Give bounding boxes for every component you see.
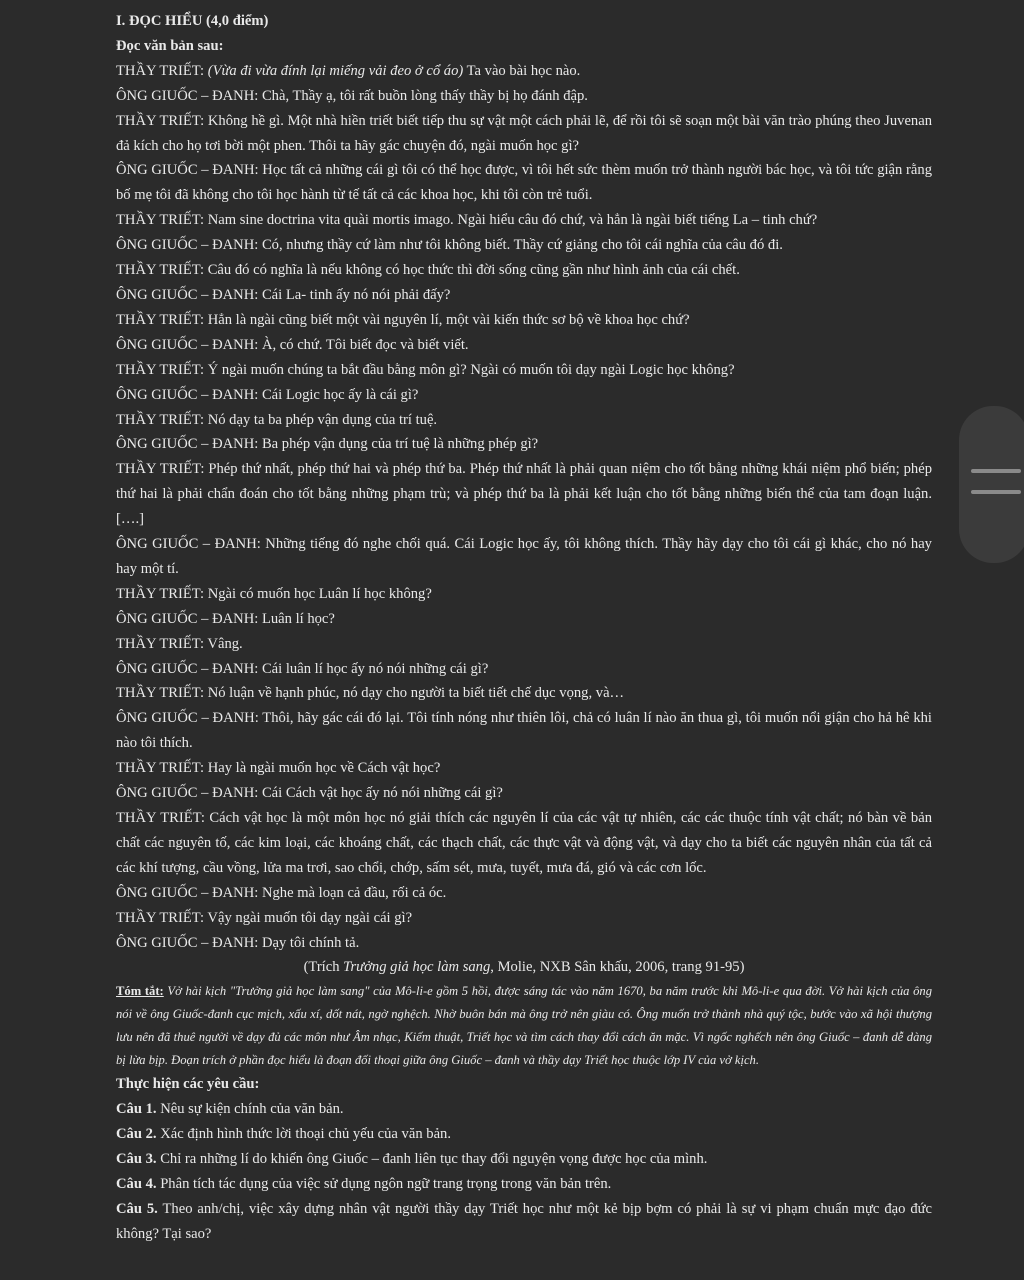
speaker-name: ÔNG GIUỐC – ĐANH: [116,536,261,553]
dialogue-text: Vâng. [204,635,243,652]
dialogue-line [116,906,932,931]
dialogue-text: Vậy ngài muốn tôi dạy ngài cái gì? [204,909,413,926]
dialogue-line [116,158,932,208]
dialogue-text: Học tất cả những cái gì tôi có thể học được, vì tôi hết sức thèm muốn trở thành người bác học, và tôi tức giận rằng bố mẹ tôi đã không cho tôi học hành từ tế tất cả các khoa học, khi tôi còn trẻ tuổi. [116,162,932,204]
summary-paragraph [116,980,932,1072]
dialogue-text: Cái La- tinh ấy nó nói phải đấy? [258,286,451,303]
speaker-name: THẦY TRIẾT: [116,62,205,79]
question-item [116,1097,932,1122]
document-page [116,9,932,1247]
dialogue-text: Cách vật học là một môn học nó giải thích các nguyên lí của các vật tự nhiên, các các thuộc tính vật chất; nó bàn về bản chất các nguyên tố, các kim loại, các khoáng chất, các thạch chất, các thực vật và động vật, và dạy cho ta biết các nguyên nhân của tất cả các khí tượng, cầu vồng, lửa ma trơi, sao chổi, chớp, sấm sét, mưa, tuyết, mưa đá, gió và các cơn lốc. [116,810,932,876]
dialogue-line [116,333,932,358]
dialogue-text: Dạy tôi chính tả. [258,934,360,951]
dialogue-line [116,931,932,956]
question-item [116,1122,932,1147]
dialogue-line [116,881,932,906]
speaker-name: ÔNG GIUỐC – ĐANH: [116,884,259,901]
stage-direction: (Vừa đi vừa đính lại miếng vải đeo ở cổ áo) [207,62,464,79]
speaker-name: THẦY TRIẾT: [116,262,205,279]
dialogue-text: Phép thứ nhất, phép thứ hai và phép thứ ba. Phép thứ nhất là phải quan niệm cho tốt bằng những khái niệm phổ biến; phép thứ hai là phải chẩn đoán cho tốt bằng những phạm trù; và phép thứ ba là phải kết luận cho tốt bằng những biến thể của tam đoạn luận. [….] [116,461,932,528]
grip-line-icon [971,469,1021,473]
dialogue-text: Chà, Thầy ạ, tôi rất buồn lòng thấy thầy bị họ đánh đập. [258,87,588,104]
speaker-name: ÔNG GIUỐC – ĐANH: [116,286,259,303]
summary-label: Tóm tắt: [116,984,164,999]
speaker-name: THẦY TRIẾT: [116,361,205,378]
speaker-name: THẦY TRIẾT: [116,212,205,229]
dialogue-line [116,233,932,258]
speaker-name: THẦY TRIẾT: [116,585,205,602]
speaker-name: ÔNG GIUỐC – ĐANH: [116,87,259,104]
dialogue-line [116,84,932,109]
speaker-name: ÔNG GIUỐC – ĐANH: [116,710,259,727]
scroll-handle[interactable] [959,406,1024,563]
grip-line-icon [971,490,1021,494]
dialogue-line [116,308,932,333]
question-text: Xác định hình thức lời thoại chủ yếu của văn bản. [156,1126,451,1143]
dialogue-text: Hẳn là ngài cũng biết một vài nguyên lí, một vài kiến thức sơ bộ về khoa học chứ? [204,311,690,328]
speaker-name: THẦY TRIẾT: [116,311,205,328]
dialogue-line [116,358,932,383]
source-suffix: , Molie, NXB Sân khấu, 2006, trang 91-95) [490,959,745,976]
dialogue-line [116,383,932,408]
dialogue-line [116,59,932,84]
speaker-name: THẦY TRIẾT: [116,810,205,826]
dialogue-line [116,208,932,233]
dialogue-text: Có, nhưng thầy cứ làm như tôi không biết. Thầy cứ giảng cho tôi cái nghĩa của câu đó đi. [258,237,783,254]
dialogue-text: Ta vào bài học nào. [463,62,581,79]
dialogue-line [116,632,932,657]
dialogue-line [116,781,932,806]
speaker-name: ÔNG GIUỐC – ĐANH: [116,610,259,627]
dialogue-line [116,532,932,582]
dialogue-line [116,806,932,881]
dialogue-excerpt [116,59,932,956]
dialogue-text: Thôi, hãy gác cái đó lại. Tôi tính nóng như thiên lôi, chả có luân lí nào ăn thua gì, tôi muốn nổi giận cho hả hê khi nào tôi thích. [116,710,932,752]
dialogue-text: Cái Logic học ấy là cái gì? [258,386,419,403]
speaker-name: THẦY TRIẾT: [116,909,205,926]
dialogue-line [116,607,932,632]
speaker-name: THẦY TRIẾT: [116,411,205,428]
question-item [116,1172,932,1197]
dialogue-line [116,432,932,457]
speaker-name: ÔNG GIUỐC – ĐANH: [116,660,259,677]
question-label: Câu 2. [116,1126,157,1143]
dialogue-text: À, có chứ. Tôi biết đọc và biết viết. [258,336,469,353]
speaker-name: ÔNG GIUỐC – ĐANH: [116,162,259,179]
question-list [116,1097,932,1246]
speaker-name: ÔNG GIUỐC – ĐANH: [116,436,259,453]
question-item [116,1147,932,1172]
question-label: Câu 5. [116,1200,158,1217]
dialogue-text: Hay là ngài muốn học về Cách vật học? [204,760,441,777]
dialogue-line [116,706,932,756]
speaker-name: ÔNG GIUỐC – ĐANH: [116,785,259,802]
question-text: Phân tích tác dụng của việc sử dụng ngôn ngữ trang trọng trong văn bản trên. [156,1175,612,1192]
dialogue-text: Cái Cách vật học ấy nó nói những cái gì? [258,785,503,802]
speaker-name: THẦY TRIẾT: [116,760,205,777]
dialogue-text: Cái luân lí học ấy nó nói những cái gì? [258,660,489,677]
dialogue-text: Câu đó có nghĩa là nếu không có học thức thì đời sống cũng gần như hình ảnh của cái chết. [204,262,740,279]
reading-instruction: Đọc văn bản sau: [116,37,224,54]
question-label: Câu 1. [116,1101,157,1118]
speaker-name: ÔNG GIUỐC – ĐANH: [116,237,259,254]
question-item [116,1197,932,1247]
dialogue-line [116,408,932,433]
source-prefix: (Trích [303,959,344,976]
question-text: Chỉ ra những lí do khiến ông Giuốc – đanh liên tục thay đổi nguyện vọng được học của mình. [156,1151,708,1168]
dialogue-line [116,109,932,159]
speaker-name: THẦY TRIẾT: [116,112,205,129]
summary-text: Vở hài kịch "Trưởng giả học làm sang" của Mô-li-e gồm 5 hồi, được sáng tác vào năm 1670, ba năm trước khi Mô-li-e qua đời. Vở hài kịch của ông nói về ông Giuốc-đanh cục mịch, xấu xí, dốt nát, ngờ nghệch. Nhờ buôn bán mà ông trở nên giàu có. Ông muốn trở thành nhà quý tộc, bước vào xã hội thượng lưu nên đã thuê người về dạy đủ các môn như Âm nhạc, Kiếm thuật, Triết học và tìm cách thay đổi cách ăn mặc. Vì ngốc nghếch nên ông Giuốc – đanh dễ dàng bị lừa bịp. Đoạn trích ở phần đọc hiểu là đoạn đối thoại giữa ông Giuốc – đanh và thầy dạy Triết học thuộc lớp IV của vở kịch. [116,984,932,1068]
section-heading: I. ĐỌC HIỂU (4,0 điểm) [116,13,269,29]
question-text: Nêu sự kiện chính của văn bản. [156,1101,344,1118]
question-label: Câu 4. [116,1175,157,1192]
dialogue-text: Nam sine doctrina vita quài mortis imago. Ngài hiểu câu đó chứ, và hẳn là ngài biết tiếng La – tinh chứ? [204,212,818,229]
question-text: Theo anh/chị, việc xây dựng nhân vật người thầy dạy Triết học như một kẻ bịp bợm có phải là sự vi phạm chuẩn mực đạo đức không? Tại sao? [116,1200,933,1242]
tasks-heading: Thực hiện các yêu cầu: [116,1076,260,1093]
dialogue-text: Không hề gì. Một nhà hiền triết biết tiếp thu sự vật một cách phải lẽ, để rồi tôi sẽ soạn một bài văn trào phúng theo Juvenan đả kích cho họ tơi bời một phen. Thôi ta hãy gác chuyện đó, ngài muốn học gì? [116,112,932,154]
speaker-name: ÔNG GIUỐC – ĐANH: [116,336,259,353]
dialogue-line [116,283,932,308]
speaker-name: THẦY TRIẾT: [116,685,205,702]
dialogue-text: Nó luận về hạnh phúc, nó dạy cho người ta biết tiết chế dục vọng, và… [204,685,625,702]
dialogue-text: Ba phép vận dụng của trí tuệ là những phép gì? [258,436,539,453]
speaker-name: THẦY TRIẾT: [116,635,205,652]
dialogue-line [116,681,932,706]
speaker-name: ÔNG GIUỐC – ĐANH: [116,386,259,403]
speaker-name: ÔNG GIUỐC – ĐANH: [116,934,259,951]
dialogue-text: Ý ngài muốn chúng ta bắt đầu bằng môn gì? Ngài có muốn tôi dạy ngài Logic học không? [204,361,735,378]
source-title: Trưởng giả học làm sang [343,959,491,976]
dialogue-text: Những tiếng đó nghe chối quá. Cái Logic học ấy, tôi không thích. Thầy hãy dạy cho tôi cái gì khác, cho nó hay hay một tí. [116,536,932,577]
dialogue-text: Ngài có muốn học Luân lí học không? [204,585,432,602]
dialogue-text: Nó dạy ta ba phép vận dụng của trí tuệ. [204,411,438,428]
dialogue-line [116,457,932,532]
dialogue-line [116,657,932,682]
dialogue-line [116,582,932,607]
speaker-name: THẦY TRIẾT: [116,461,205,478]
dialogue-line [116,258,932,283]
dialogue-text: Luân lí học? [258,610,335,627]
dialogue-text: Nghe mà loạn cả đầu, rối cả óc. [258,884,447,901]
dialogue-line [116,756,932,781]
question-label: Câu 3. [116,1151,157,1168]
source-citation [116,955,932,980]
